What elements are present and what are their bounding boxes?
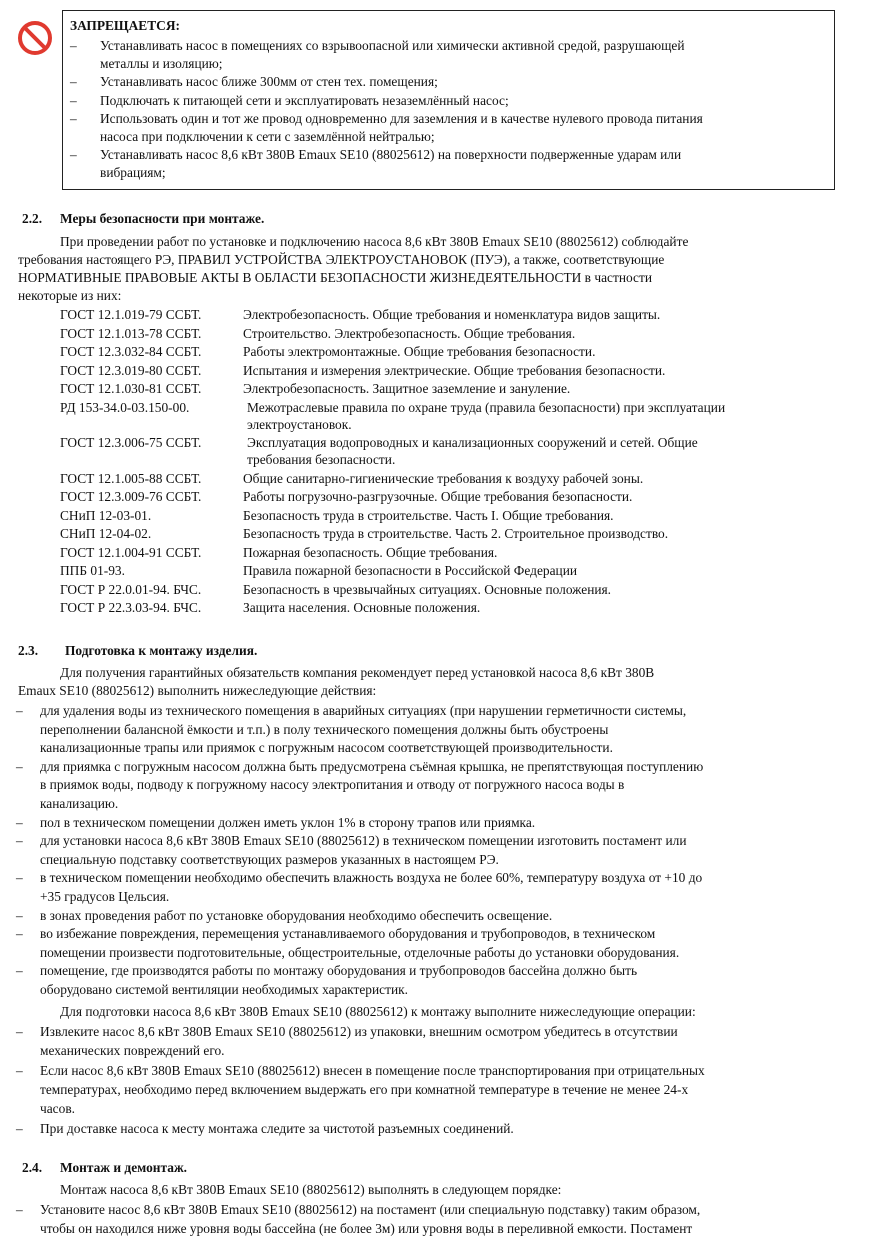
mounting-item-text: чтобы он находился ниже уровня воды бассейна (не более 3м) или уровня воды в переливной емкости. Постамент bbox=[40, 1221, 693, 1236]
preparation-item-text: специальную подставку соответствующих размеров указанных в настоящем РЭ. bbox=[40, 851, 499, 867]
pump-preparation-item-text: часов. bbox=[40, 1101, 75, 1117]
preparation-item-dash: – bbox=[16, 703, 23, 718]
standard-code: ГОСТ 12.1.013-78 ССБТ. bbox=[60, 325, 202, 341]
standard-description: Работы электромонтажные. Общие требования безопасности. bbox=[243, 344, 596, 359]
section-2-3-intro-line: Emaux SE10 (88025612) выполнить нижеследующие действия: bbox=[18, 683, 377, 698]
preparation-item-text: канализацию. bbox=[40, 796, 119, 811]
pump-preparation-item-dash: – bbox=[16, 1062, 23, 1078]
standard-code: ППБ 01-93. bbox=[60, 563, 125, 578]
prohibition-icon bbox=[17, 20, 53, 56]
section-2-2-intro-line: НОРМАТИВНЫЕ ПРАВОВЫЕ АКТЫ В ОБЛАСТИ БЕЗОПАСНОСТИ ЖИЗНЕДЕЯТЕЛЬНОСТИ в частности bbox=[18, 270, 652, 285]
preparation-item-text: в техническом помещении необходимо обеспечить влажность воздуха не более 60%, температуру воздуха от +10 до bbox=[40, 870, 703, 886]
prohibited-item-text: Подключать к питающей сети и эксплуатировать незаземлённый насос; bbox=[100, 92, 509, 108]
section-2-4-intro: Монтаж насоса 8,6 кВт 380В Emaux SE10 (88025612) выполнять в следующем порядке: bbox=[60, 1182, 562, 1197]
preparation-item-dash: – bbox=[16, 907, 23, 923]
preparation-item-text: пол в техническом помещении должен иметь уклон 1% в сторону трапов или приямка. bbox=[40, 814, 536, 830]
standard-description: Общие санитарно-гигиенические требования к воздуху рабочей зоны. bbox=[243, 470, 644, 486]
mounting-item-text: Установите насос 8,6 кВт 380В Emaux SE10 (88025612) на постамент (или специальную подставку) таким образом, bbox=[40, 1202, 701, 1217]
standard-description: Защита населения. Основные положения. bbox=[243, 600, 481, 615]
section-2-3-intro-line: Для получения гарантийных обязательств компания рекомендует перед установкой насоса 8,6 кВт 380В bbox=[60, 665, 655, 680]
standard-description: Электробезопасность. Защитное заземление и зануление. bbox=[243, 381, 571, 396]
section-2-2-intro-line: некоторые из них: bbox=[18, 288, 122, 303]
pump-preparation-item-text: Извлеките насос 8,6 кВт 380В Emaux SE10 (88025612) из упаковки, внешним осмотром убедитесь в отсутствии bbox=[40, 1024, 678, 1039]
preparation-item-text: помещение, где производятся работы по монтажу оборудования и трубопроводов бассейна должно быть bbox=[40, 963, 638, 979]
pump-preparation-item-text: Если насос 8,6 кВт 380В Emaux SE10 (88025612) внесен в помещение после транспортирования при отрицательных bbox=[40, 1062, 705, 1078]
prohibited-item-dash: – bbox=[70, 147, 77, 163]
standard-description: Испытания и измерения электрические. Общие требования безопасности. bbox=[243, 362, 666, 378]
standard-code: ГОСТ Р 22.0.01-94. БЧС. bbox=[60, 581, 202, 597]
standard-description: Эксплуатация водопроводных и канализационных сооружений и сетей. Общие bbox=[247, 435, 698, 450]
standard-description: Безопасность труда в строительстве. Часть 2. Строительное производство. bbox=[243, 526, 669, 541]
standard-description: Пожарная безопасность. Общие требования. bbox=[243, 544, 498, 560]
preparation-item-text: во избежание повреждения, перемещения устанавливаемого оборудования и трубопроводов, в техническом bbox=[40, 926, 656, 942]
preparation-item-dash: – bbox=[16, 870, 23, 886]
preparation-item-dash: – bbox=[16, 963, 23, 979]
section-2-2-title: Меры безопасности при монтаже. bbox=[60, 211, 265, 226]
section-2-2-number: 2.2. bbox=[22, 211, 43, 226]
preparation-item-text: помещении произвести подготовительные, общестроительные, отделочные работы до установки оборудования. bbox=[40, 944, 680, 960]
pump-preparation-item-text: температурах, необходимо перед включением выдержать его при комнатной температуре в течение не менее 24-х bbox=[40, 1081, 689, 1097]
standard-code: ГОСТ 12.3.006-75 ССБТ. bbox=[60, 435, 202, 450]
standard-description: Межотраслевые правила по охране труда (правила безопасности) при эксплуатации bbox=[247, 399, 726, 415]
standard-description: Электробезопасность. Общие требования и номенклатура видов защиты. bbox=[243, 307, 661, 322]
preparation-item-text: в зонах проведения работ по установке оборудования необходимо обеспечить освещение. bbox=[40, 907, 553, 923]
standard-description: требования безопасности. bbox=[247, 452, 396, 467]
standard-code: ГОСТ 12.1.019-79 ССБТ. bbox=[60, 307, 202, 322]
preparation-item-text: канализационные трапы или приямок с погружным насосом соответствующей производительности. bbox=[40, 740, 613, 756]
preparation-item-text: переполнении балансной ёмкости и т.п.) в полу технического помещения должны быть обустроены bbox=[40, 721, 609, 737]
prohibited-item-text: насоса при подключении к сети с заземлённой нейтралью; bbox=[100, 129, 435, 144]
standard-code: ГОСТ Р 22.3.03-94. БЧС. bbox=[60, 600, 202, 615]
standard-code: ГОСТ 12.3.009-76 ССБТ. bbox=[60, 489, 202, 504]
prohibited-item-text: Устанавливать насос в помещениях со взрывоопасной или химически активной средой, разрушающей bbox=[100, 38, 685, 53]
standard-code: ГОСТ 12.1.005-88 ССБТ. bbox=[60, 470, 202, 486]
prohibited-item-dash: – bbox=[70, 74, 77, 90]
standard-code: ГОСТ 12.1.030-81 ССБТ. bbox=[60, 381, 202, 396]
pump-preparation-item-dash: – bbox=[16, 1024, 23, 1039]
standard-description: Безопасность труда в строительстве. Часть I. Общие требования. bbox=[243, 507, 614, 523]
prohibited-item-text: металлы и изоляцию; bbox=[100, 56, 223, 72]
preparation-item-text: для приямка с погружным насосом должна быть предусмотрена съёмная крышка, не препятствующая поступлению bbox=[40, 758, 704, 774]
standard-description: Правила пожарной безопасности в Российской Федерации bbox=[243, 563, 578, 578]
standard-description: Работы погрузочно-разгрузочные. Общие требования безопасности. bbox=[243, 489, 633, 504]
preparation-item-text: для установки насоса 8,6 кВт 380В Emaux SE10 (88025612) в техническом помещении изготовить постамент или bbox=[40, 833, 687, 849]
preparation-item-text: в приямок воды, подводу к погружному насосу электропитания и отводу от погружного насоса воды в bbox=[40, 777, 625, 793]
section-2-4-number: 2.4. bbox=[22, 1160, 43, 1175]
pump-preparation-item-dash: – bbox=[16, 1120, 23, 1136]
standard-description: Строительство. Электробезопасность. Общие требования. bbox=[243, 325, 576, 341]
pump-preparation-item-text: механических повреждений его. bbox=[40, 1043, 225, 1059]
standard-code: РД 153-34.0-03.150-00. bbox=[60, 399, 190, 415]
standard-description: Безопасность в чрезвычайных ситуациях. Основные положения. bbox=[243, 581, 612, 597]
preparation-item-text: +35 градусов Цельсия. bbox=[40, 889, 170, 904]
section-2-2-intro-line: требования настоящего РЭ, ПРАВИЛ УСТРОЙСТВА ЭЛЕКТРОУСТАНОВОК (ПУЭ), а также, соответствующие bbox=[18, 252, 665, 267]
standard-description: электроустановок. bbox=[247, 416, 352, 432]
section-2-2-intro-line: При проведении работ по установке и подключению насоса 8,6 кВт 380В Emaux SE10 (88025612) соблюдайте bbox=[60, 234, 689, 249]
standard-code: СНиП 12-03-01. bbox=[60, 507, 152, 523]
prohibited-item-text: Использовать один и тот же провод одновременно для заземления и в качестве нулевого провода питания bbox=[100, 110, 703, 126]
preparation-item-dash: – bbox=[16, 814, 23, 830]
prohibited-item-text: вибрациям; bbox=[100, 165, 166, 181]
mounting-item-dash: – bbox=[16, 1202, 23, 1217]
pump-preparation-item-text: При доставке насоса к месту монтажа следите за чистотой разъемных соединений. bbox=[40, 1120, 514, 1136]
prohibited-item-dash: – bbox=[70, 38, 77, 53]
prohibited-item-text: Устанавливать насос 8,6 кВт 380В Emaux SE10 (88025612) на поверхности подверженные ударам или bbox=[100, 147, 682, 163]
prohibited-item-text: Устанавливать насос ближе 300мм от стен тех. помещения; bbox=[100, 74, 438, 90]
standard-code: ГОСТ 12.3.019-80 ССБТ. bbox=[60, 362, 202, 378]
section-2-3-number: 2.3. bbox=[18, 643, 39, 658]
preparation-item-text: для удаления воды из технического помещения в аварийных ситуациях (при нарушении герметичности системы, bbox=[40, 703, 687, 718]
preparation-item-dash: – bbox=[16, 833, 23, 849]
standard-code: ГОСТ 12.1.004-91 ССБТ. bbox=[60, 544, 202, 560]
preparation-item-text: оборудовано системой вентиляции необходимых характеристик. bbox=[40, 982, 408, 997]
prohibited-title: ЗАПРЕЩАЕТСЯ: bbox=[70, 18, 180, 33]
section-2-3-title: Подготовка к монтажу изделия. bbox=[65, 643, 258, 658]
section-2-3-paragraph: Для подготовки насоса 8,6 кВт 380В Emaux SE10 (88025612) к монтажу выполните нижеследующие операции: bbox=[60, 1004, 696, 1019]
preparation-item-dash: – bbox=[16, 758, 23, 774]
standard-code: ГОСТ 12.3.032-84 ССБТ. bbox=[60, 344, 202, 359]
prohibited-item-dash: – bbox=[70, 110, 77, 126]
preparation-item-dash: – bbox=[16, 926, 23, 942]
standard-code: СНиП 12-04-02. bbox=[60, 526, 152, 541]
prohibited-item-dash: – bbox=[70, 92, 77, 108]
section-2-4-title: Монтаж и демонтаж. bbox=[60, 1160, 187, 1175]
